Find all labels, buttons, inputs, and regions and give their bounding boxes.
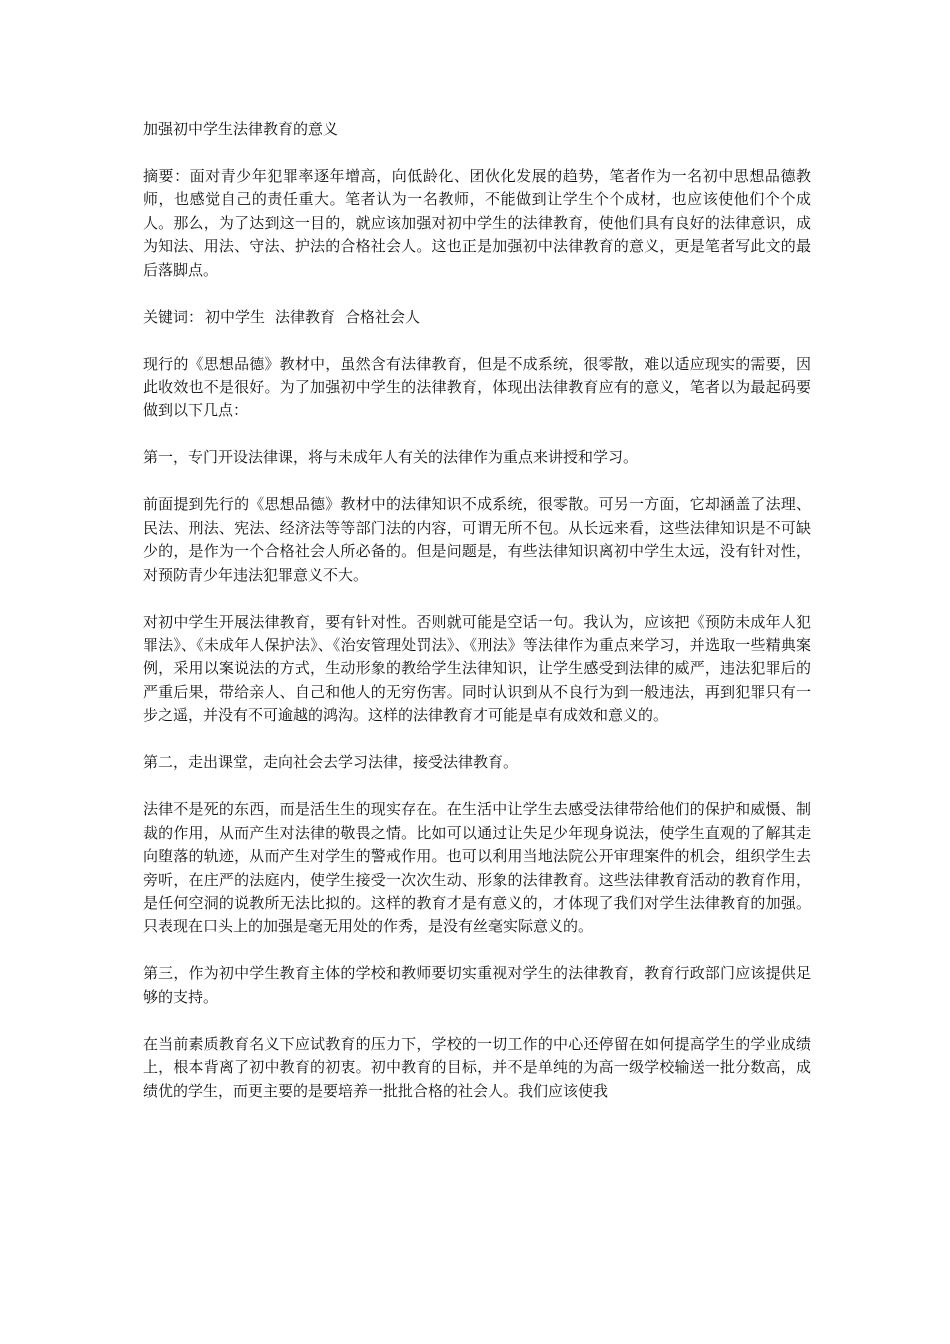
abstract-paragraph: 摘要：面对青少年犯罪率逐年增高，向低龄化、团伙化发展的趋势，笔者作为一名初中思想品德教师，也感觉自己的责任重大。笔者认为一名教师，不能做到让学生个个成材，也应该使他们个个成人。那么，为了达到这一目的，就应该加强对初中学生的法律教育，使他们具有良好的法律意识，成为知法、用法、守法、护法的合格社会人。这也正是加强初中法律教育的意义，更是笔者写此文的最后落脚点。 xyxy=(143,167,811,279)
keyword: 初中学生 xyxy=(205,307,266,326)
keyword: 法律教育 xyxy=(275,307,336,326)
body-paragraph: 前面提到先行的《思想品德》教材中的法律知识不成系统，很零散。可另一方面，它却涵盖了法理、民法、刑法、宪法、经济法等等部门法的内容，可谓无所不包。从长远来看，这些法律知识是不可缺少的，是作为一个合格社会人所必备的。但是问题是，有些法律知识离初中学生太远，没有针对性，对预防青少年违法犯罪意义不大。 xyxy=(143,495,811,584)
document-title: 加强初中学生法律教育的意义 xyxy=(143,120,339,138)
section-heading-1: 第一，专门开设法律课，将与未成年人有关的法律作为重点来讲授和学习。 xyxy=(143,448,639,467)
body-paragraph: 现行的《思想品德》教材中，虽然含有法律教育，但是不成系统，很零散，难以适应现实的需要，因此收效也不是很好。为了加强初中学生的法律教育，体现出法律教育应有的意义，笔者以为最起码要做到以下几点： xyxy=(143,354,811,420)
document-body xyxy=(143,118,811,1127)
keywords-line xyxy=(143,306,811,329)
section-heading-3: 第三，作为初中学生教育主体的学校和教师要切实重视对学生的法律教育，教育行政部门应该提供足够的支持。 xyxy=(143,964,811,1006)
keywords-label: 关键词： xyxy=(143,307,204,326)
body-paragraph: 对初中学生开展法律教育，要有针对性。否则就可能是空话一句。我认为，应该把《预防未成年人犯罪法》、《未成年人保护法》、《治安管理处罚法》、《刑法》等法律作为重点来学习，并选取一些精典案例，采用以案说法的方式，生动形象的教给学生法律知识，让学生感受到法律的威严，违法犯罪后的严重后果，带给亲人、自己和他人的无穷伤害。同时认识到从不良行为到一般违法，再到犯罪只有一步之遥，并没有不可逾越的鸿沟。这样的法律教育才可能是卓有成效和意义的。 xyxy=(143,612,811,725)
body-paragraph: 在当前素质教育名义下应试教育的压力下，学校的一切工作的中心还停留在如何提高学生的学业成绩上，根本背离了初中教育的初衷。初中教育的目标，并不是单纯的为高一级学校输送一批分数高，成绩优的学生，而更主要的是要培养一批批合格的社会人。我们应该使我 xyxy=(143,1034,811,1100)
body-paragraph: 法律不是死的东西，而是活生生的现实存在。在生活中让学生去感受法律带给他们的保护和威慑、制裁的作用，从而产生对法律的敬畏之情。比如可以通过让失足少年现身说法，使学生直观的了解其走向堕落的轨迹，从而产生对学生的警戒作用。也可以利用当地法院公开审理案件的机会，组织学生去旁听，在庄严的法庭内，使学生接受一次次生动、形象的法律教育。这些法律教育活动的教育作用，是任何空洞的说教所无法比拟的。这样的教育才是有意义的，才体现了我们对学生法律教育的加强。只表现在口头上的加强是毫无用处的作秀，是没有丝毫实际意义的。 xyxy=(143,800,811,936)
keyword: 合格社会人 xyxy=(345,307,421,326)
section-heading-2: 第二，走出课堂，走向社会去学习法律，接受法律教育。 xyxy=(143,753,519,772)
